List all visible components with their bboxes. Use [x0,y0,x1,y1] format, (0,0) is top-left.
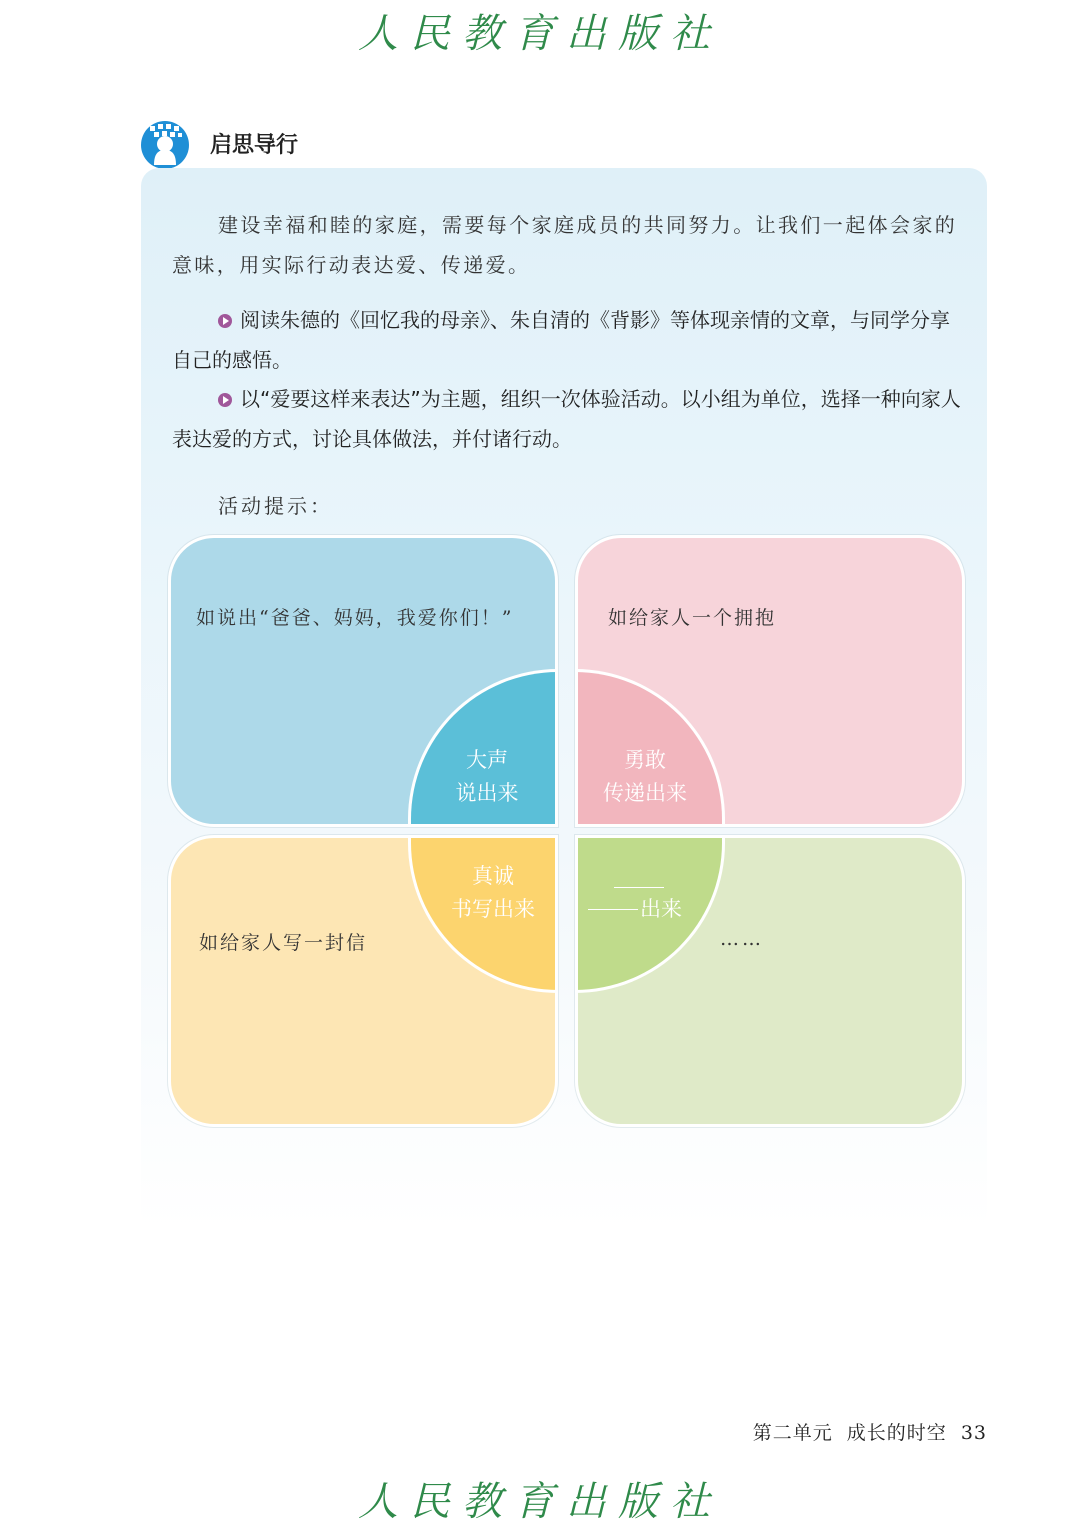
wedge-label [588,893,698,926]
activity-text: 阅读朱德的《回忆我的母亲》、朱自清的《背影》等体现亲情的文章，与同学分享自己的感悟。 [172,308,950,372]
wedge-label-line2: 传递出来 [603,781,687,805]
quadrant-example: 如说出“爸爸、妈妈，我爱你们！” [196,607,514,629]
thinking-head-icon [140,120,190,170]
play-bullet-icon [218,314,232,328]
activity-item [172,300,962,380]
quadrant-example: 如给家人一个拥抱 [608,607,777,629]
wedge-label-line1: 大声 [466,748,508,772]
wedge-label [442,744,532,810]
wedge-label [438,860,548,926]
wedge-label-line2: 说出来 [455,781,519,805]
footer-unit: 第二单元 [752,1422,833,1444]
wedge-label-line1: 真诚 [472,864,514,888]
intro-paragraph: 建设幸福和睦的家庭，需要每个家庭成员的共同努力。让我们一起体会家的意味，用实际行动表达爱、传递爱。 [172,213,958,277]
quadrant-example: 如给家人写一封信 [199,932,368,954]
publisher-footer: 人民教育出版社 [358,1479,722,1525]
blank-line [614,887,664,888]
wedge-label-line1: 勇敢 [624,748,666,772]
hint-title: 活动提示： [218,494,333,518]
wedge-label-line2: 出来 [640,897,682,921]
page-footer [739,1418,987,1445]
activity-item [172,379,962,459]
section-title: 启思导行 [210,133,299,158]
blank-line [588,909,638,910]
wedge-label [590,744,700,810]
play-bullet-icon [218,393,232,407]
page-number: 33 [960,1422,987,1444]
activity-text: 以“爱要这样来表达”为主题，组织一次体验活动。以小组为单位，选择一种向家人表达爱的方式，讨论具体做法，并付诸行动。 [172,387,961,451]
footer-title: 成长的时空 [846,1422,947,1444]
quadrant-example: …… [720,928,764,950]
wedge-label-line2: 书写出来 [451,897,535,921]
publisher-header: 人民教育出版社 [358,11,722,57]
